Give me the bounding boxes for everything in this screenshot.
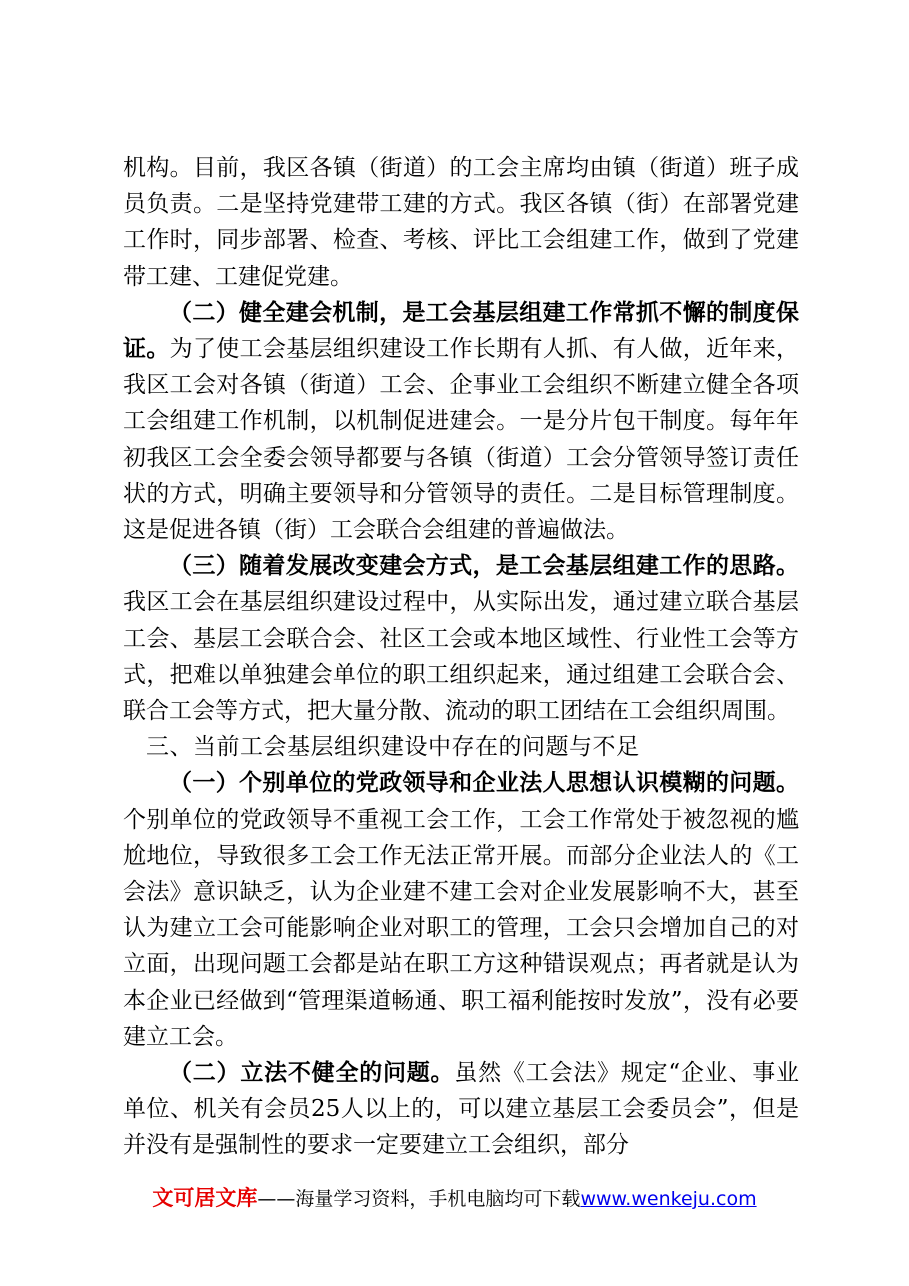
body-paragraph	[123, 295, 799, 548]
paragraph-text: 个别单位的党政领导不重视工会工作，工会工作常处于被忽视的尴尬地位，导致很多工会工作无法正常开展。而部分企业法人的《工会法》意识缺乏，认为企业建不建工会对企业发展影响不大，甚至认为建立工会可能影响企业对职工的管理，工会只会增加自己的对立面，出现问题工会都是站在职工方这种错误观点；再者就是认为本企业已经做到“管理渠道畅通、职工福利能按时发放”，没有必要建立工会。	[123, 806, 799, 1050]
footer-brand: 文可居文库	[152, 1186, 258, 1210]
footer-tagline: ——海量学习资料，手机电脑均可下载	[257, 1188, 581, 1210]
paragraph-lead-sentence: （二）健全建会机制，是工会基层组建工作常抓不懈的制度保证。	[123, 298, 799, 363]
paragraph-text: 我区工会在基层组织建设过程中，从实际出发，通过建立联合基层工会、基层工会联合会、社区工会或本地区域性、行业性工会等方式，把难以单独建会单位的职工组织起来，通过组建工会联合会、联合工会等方式，把大量分散、流动的职工团结在工会组织周围。	[123, 589, 799, 725]
body-paragraph	[123, 150, 799, 295]
footer-banner	[0, 1182, 909, 1212]
paragraph-text: 虽然《工会法》规定“企业、事业单位、机关有会员25人以上的，可以建立基层工会委员会”，但是并没有是强制性的要求一定要建立工会组织，部分	[123, 1060, 799, 1159]
body-paragraph	[123, 765, 799, 1055]
footer-site-link[interactable]: www.wenkeju.com	[580, 1188, 757, 1210]
paragraph-lead-sentence: （二）立法不健全的问题。	[169, 1059, 455, 1087]
paragraph-lead-sentence: （一）个别单位的党政领导和企业法人思想认识模糊的问题。	[169, 769, 799, 797]
document-body	[123, 150, 799, 1164]
paragraph-text: 为了使工会基层组织建设工作长期有人抓、有人做，近年来，我区工会对各镇（街道）工会、企事业工会组织不断建立健全各项工会组建工作机制，以机制促进建会。一是分片包干制度。每年年初我区工会全委会领导都要与各镇（街道）工会分管领导签订责任状的方式，明确主要领导和分管领导的责任。二是目标管理制度。这是促进各镇（街）工会联合会组建的普遍做法。	[123, 336, 800, 544]
paragraph-text: 机构。目前，我区各镇（街道）的工会主席均由镇（街道）班子成员负责。二是坚持党建带工建的方式。我区各镇（街）在部署党建工作时，同步部署、检查、考核、评比工会组建工作，做到了党建带工建、工建促党建。	[123, 155, 799, 290]
body-paragraph	[123, 548, 799, 729]
section-heading	[123, 729, 799, 765]
paragraph-lead-sentence: （三）随着发展改变建会方式，是工会基层组建工作的思路。	[169, 552, 799, 580]
paragraph-text: 三、当前工会基层组织建设中存在的问题与不足	[146, 734, 640, 761]
body-paragraph	[123, 1055, 799, 1164]
